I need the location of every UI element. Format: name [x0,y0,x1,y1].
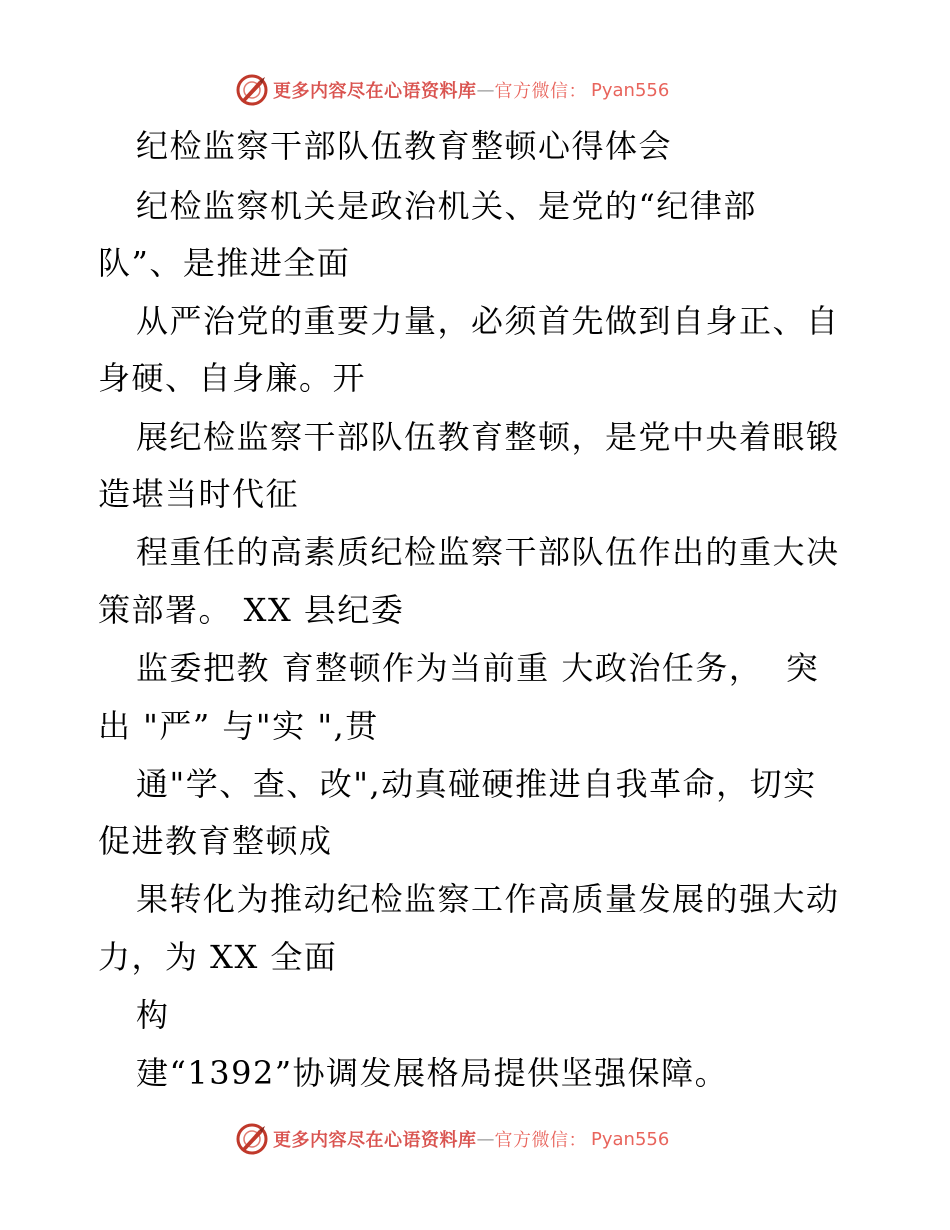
paragraph-line: 果转化为推动纪检监察工作高质量发展的强大动 [136,880,840,918]
paragraph-line: 策部署。 XX 县纪委 [98,591,405,629]
paragraph-line: 力，为 XX 全面 [98,938,338,976]
paragraph-line: 从严治党的重要力量，必须首先做到自身正、自 [136,302,840,340]
paragraph-line: 队”、是推进全面 [98,244,351,282]
paragraph-line: 建“1392”协调发展格局提供坚强保障。 [136,1054,729,1092]
paragraph-line: 程重任的高素质纪检监察干部队伍作出的重大决 [136,533,840,571]
banner-separator: — [476,1128,495,1150]
paragraph-line: 出 "严” 与"实 ",贯 [98,707,379,745]
banner-account-id: Pyan556 [591,79,670,101]
banner-account-label: 官方微信： [494,81,587,102]
header-banner [235,72,669,108]
paragraph-line: 促进教育整顿成 [98,822,333,860]
document-title: 纪检监察干部队伍教育整顿心得体会 [136,127,673,165]
paragraph-line: 纪检监察机关是政治机关、是党的“纪律部 [136,187,757,225]
paragraph-line: 展纪检监察干部队伍教育整顿，是党中央着眼锻 [136,418,840,456]
footer-banner [235,1121,669,1157]
paragraph-line: 监委把教 育整顿作为当前重 大政治任务， 突 [136,649,820,687]
banner-separator: — [476,79,495,101]
paragraph-line: 通"学、查、改",动真碰硬推进自我革命，切实 [136,765,817,803]
quill-logo-icon [235,1122,269,1156]
paragraph-line: 构 [136,996,170,1034]
quill-logo-icon [235,73,269,107]
paragraph-line: 造堪当时代征 [98,475,300,513]
banner-account-id: Pyan556 [591,1128,670,1150]
banner-text: 更多内容尽在心语资料库 [273,1130,477,1151]
banner-text: 更多内容尽在心语资料库 [273,81,477,102]
banner-account-label: 官方微信： [494,1130,587,1151]
paragraph-line: 身硬、自身廉。开 [98,359,367,397]
